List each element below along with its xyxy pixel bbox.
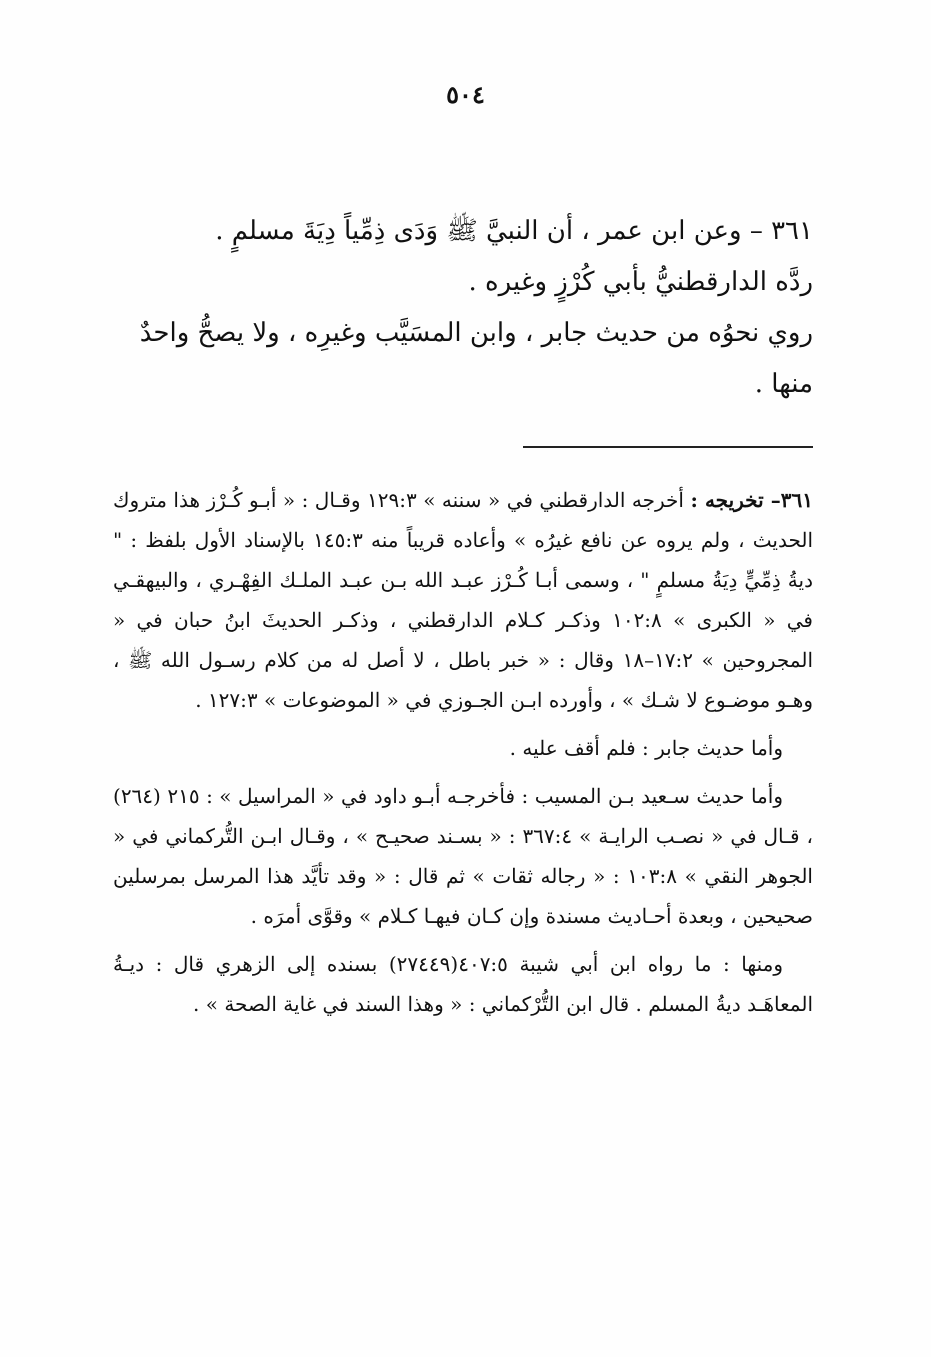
main-commentary-line: روي نحوُه من حديث جابر ، وابن المسَيَّب وغيرِه ، ولا يصحُّ واحدٌ منها . [139,318,813,399]
footnote-separator [523,446,813,448]
main-commentary-line: ردَّه الدارقطنيُّ بأبي كُرْزٍ وغيره . [468,267,813,297]
footnote-paragraph: وأما حديث سـعيد بـن المسيب : فأخرجـه أبـو داود في « المراسيل » : ٢١٥ (٢٦٤) ، قـال في « نصـب الرايـة » ٣٦٧:٤ : « بسـند صحيـح » ، وقـال ابـن التُّركماني في « الجوهر النقي » ١٠٣:٨ : « رجاله ثقات » ثم قال : « وقد تأيَّد هذا المرسل بمرسلين صحيحين ، وبعدة أحـاديث مسندة وإن كـان فيهـا كـلام » وقوَّى أمرَه . [113,784,813,928]
footnote-label: ٣٦١– تخريجه : [690,488,813,512]
hadith-text: ٣٦١ – وعن ابن عمر ، أن النبيَّ ﷺ وَدَى ذِمِّياً دِيَةَ مسلمٍ . [215,216,813,246]
footnote-paragraph: ومنها : ما رواه ابن أبي شيبة ٤٠٧:٥(٢٧٤٤٩) بسنده إلى الزهري قال : ديـةُ المعاهَـد ديةُ المسلم . قال ابن التُّرْكماني : « وهذا السند في غاية الصحة » . [113,952,813,1016]
footnote-paragraph [113,480,813,720]
page-number: ٥٠٤ [446,80,485,109]
footnote-text: أخرجه الدارقطني في « سننه » ١٢٩:٣ وقـال : « أبـو كُـرْز هذا متروك الحديث ، ولم يروه عن نافع غيرُه » وأعاده قريباً منه ١٤٥:٣ بالإسناد الأول بلفظ : " ديةُ ذِمِّيٍّ دِيَةُ مسلمٍ " ، وسمى أبـا كُـرْز عبـد الله بـن عبـد الملـك الفِهْـري ، والبيهقـي في « الكبرى » ١٠٢:٨ وذكـر كـلام الدارقطني ، وذكـر الحديثَ ابنُ حبان في « المجروحين » ١٧:٢–١٨ وقال : « خبر باطل ، لا أصل له من كلام رسـول الله ﷺ ، وهـو موضـوع لا شـك » ، وأورده ابـن الجـوزي في « الموضوعات » ١٢٧:٣ . [113,488,814,712]
footnote-paragraph: وأما حديث جابر : فلم أقف عليه . [509,736,783,760]
footnotes-section [113,480,813,1032]
main-text [113,206,813,410]
